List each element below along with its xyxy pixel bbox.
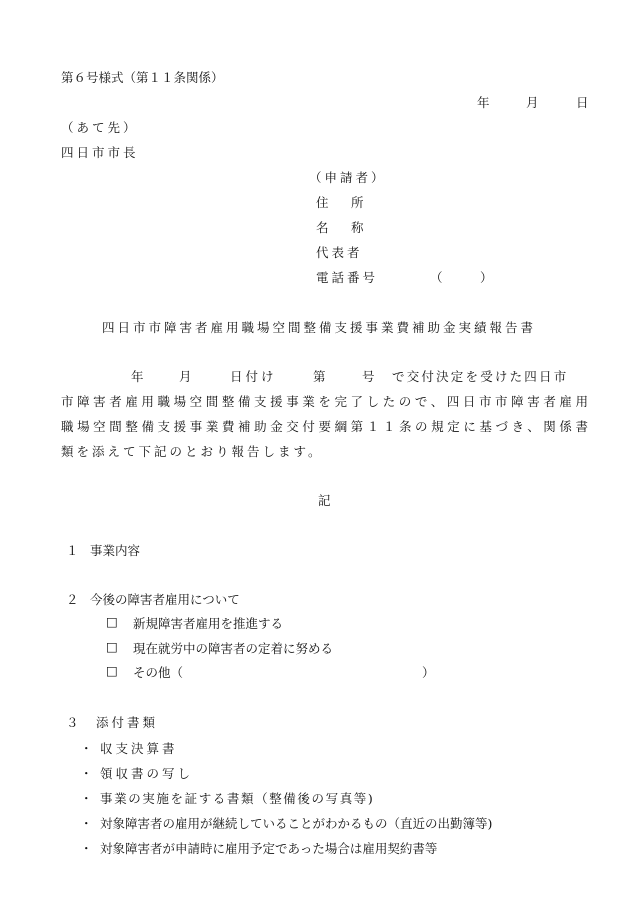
- applicant-phone-paren: （ ）: [430, 270, 493, 285]
- option-1-checkbox[interactable]: □: [106, 614, 118, 629]
- section-3-number: ３: [66, 715, 79, 730]
- attach-bullet-5: ・: [80, 841, 93, 856]
- applicant-name-label: 名 称: [316, 220, 369, 235]
- applicant-rep-label: 代表者: [316, 245, 363, 260]
- addressee-label: （あて先）: [61, 120, 139, 135]
- attach-item-1: 収支決算書: [100, 741, 178, 756]
- section-3-title: 添付書類: [96, 715, 159, 730]
- applicant-address-label: 住 所: [316, 195, 369, 210]
- option-2-label: 現在就労中の障害者の定着に努める: [133, 641, 334, 656]
- applicant-phone-label: 電話番号: [316, 270, 379, 285]
- attach-bullet-2: ・: [80, 766, 93, 781]
- body-dai: 第: [313, 369, 326, 384]
- attach-item-4: 対象障害者の雇用が継続していることがわかるもの（直近の出勤簿等): [100, 816, 493, 831]
- body-year: 年: [131, 369, 144, 384]
- attach-bullet-4: ・: [80, 816, 93, 831]
- option-3-close-paren: ）: [422, 665, 435, 680]
- body-date: 日付け: [230, 369, 277, 384]
- option-1-label: 新規障害者雇用を推進する: [133, 616, 284, 631]
- form-number: 第６号様式（第１１条関係）: [61, 70, 224, 85]
- section-2-title: 今後の障害者雇用について: [90, 592, 240, 607]
- document-title: 四日市市障害者雇用職場空間整備支援事業費補助金実績報告書: [102, 320, 537, 335]
- attach-bullet-3: ・: [80, 791, 93, 806]
- option-2-checkbox[interactable]: □: [106, 639, 118, 654]
- date-year: 年: [477, 95, 490, 110]
- attach-item-2: 領収書の写し: [100, 766, 194, 781]
- date-day: 日: [576, 95, 589, 110]
- date-month: 月: [526, 95, 539, 110]
- section-1-title: 事業内容: [90, 543, 141, 558]
- option-3-label: その他（: [133, 665, 184, 680]
- body-line-3: 職場空間整備支援事業費補助金交付要綱第１１条の規定に基づき、関係書: [61, 419, 589, 434]
- applicant-label: （申請者）: [309, 170, 387, 185]
- section-2-number: ２: [66, 592, 79, 607]
- attach-item-5: 対象障害者が申請時に雇用予定であった場合は雇用契約書等: [100, 841, 438, 856]
- body-month: 月: [179, 369, 192, 384]
- attach-item-3: 事業の実施を証する書類（整備後の写真等): [100, 791, 375, 806]
- option-3-checkbox[interactable]: □: [106, 663, 118, 678]
- section-1-number: １: [66, 543, 79, 558]
- body-line1-rest: で交付決定を受けた四日市: [392, 369, 569, 384]
- ki-heading: 記: [318, 493, 331, 508]
- body-line-4: 類を添えて下記のとおり報告します。: [61, 444, 324, 459]
- body-go: 号: [362, 369, 375, 384]
- attach-bullet-1: ・: [80, 741, 93, 756]
- body-line-2: 市障害者雇用職場空間整備支援事業を完了したので、四日市市障害者雇用: [61, 394, 589, 409]
- addressee-name: 四日市市長: [61, 145, 139, 160]
